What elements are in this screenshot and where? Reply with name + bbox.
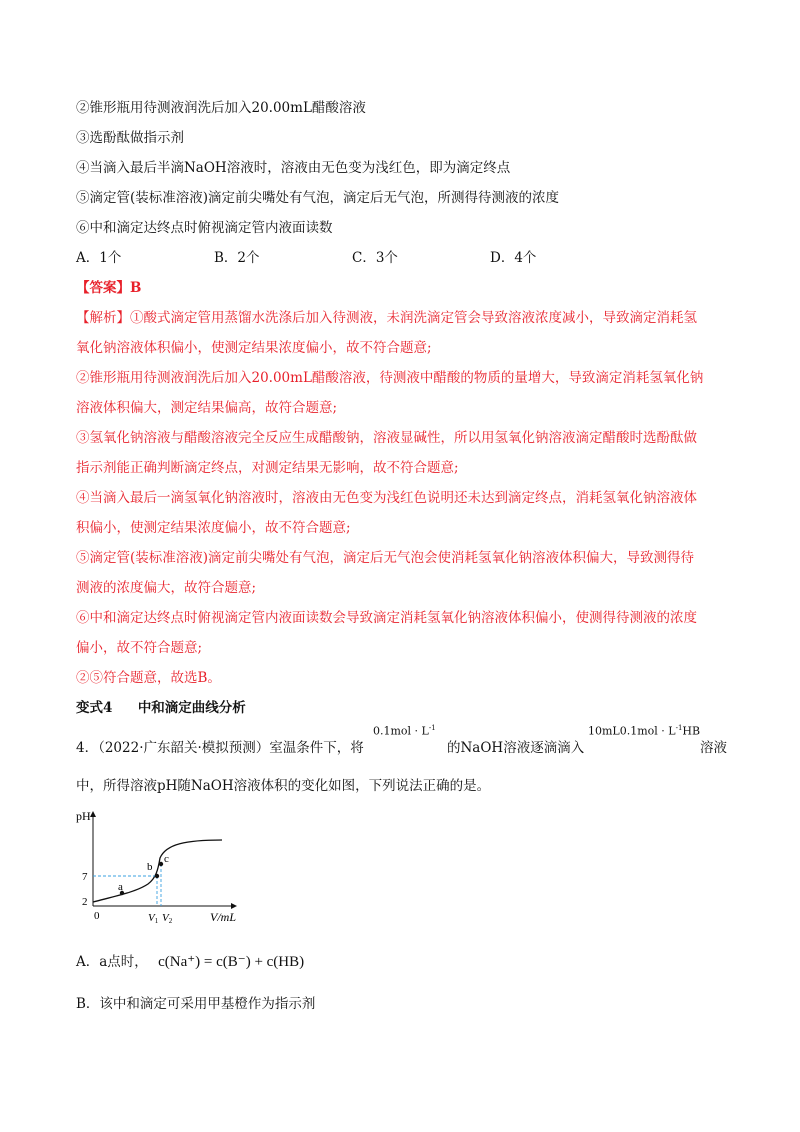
section-title: 中和滴定曲线分析 xyxy=(137,700,246,716)
answer: 【答案】B xyxy=(76,280,142,296)
question-4-concentration: $0.1mol \cdot L^{-1}$ xyxy=(373,724,436,738)
point-b-label: b xyxy=(147,861,153,873)
analysis-line-1: 【解析】①酸式滴定管用蒸馏水洗涤后加入待测液，未润洗滴定管会导致溶液浓度减小，导致滴定消耗氢 xyxy=(76,310,697,326)
analysis-line-11: ⑥中和滴定达终点时俯视滴定管内液面读数会导致滴定消耗氢氧化钠溶液体积偏小，使测得待测液的浓度 xyxy=(76,610,697,626)
tick-2: 2 xyxy=(82,896,88,908)
titration-curve xyxy=(93,840,222,902)
item-4: ④当滴入最后半滴NaOH溶液时，溶液由无色变为浅红色，即为滴定终点 xyxy=(76,160,511,176)
analysis-line-7: ④当滴入最后一滴氢氧化钠溶液时，溶液由无色变为浅红色说明还未达到滴定终点，消耗氢氧化钠溶液体 xyxy=(76,490,697,506)
section-label: 变式4 xyxy=(76,700,113,716)
analysis-line-4: 溶液体积偏大，测定结果偏高，故符合题意; xyxy=(76,400,338,416)
item-5: ⑤滴定管(装标准溶液)滴定前尖嘴处有气泡，滴定后无气泡，所测得待测液的浓度 xyxy=(76,190,560,206)
analysis-line-5: ③氢氧化钠溶液与醋酸溶液完全反应生成醋酸钠，溶液显碱性，所以用氢氧化钠溶液滴定醋酸时选酚酞做 xyxy=(76,430,697,446)
analysis-line-6: 指示剂能正确判断滴定终点，对测定结果无影响，故不符合题意; xyxy=(76,460,459,476)
titration-graph xyxy=(76,808,276,933)
v2-label: V2 xyxy=(162,912,173,925)
analysis-line-10: 测液的浓度偏大，故符合题意; xyxy=(76,580,257,596)
option-d: D．4个 xyxy=(490,250,537,266)
analysis-line-8: 积偏小，使测定结果浓度偏小，故不符合题意; xyxy=(76,520,351,536)
option-a-formula: c(Na⁺) = c(B⁻) + c(HB) xyxy=(158,954,305,970)
analysis-line-13: ②⑤符合题意，故选B。 xyxy=(76,670,221,686)
v1-label: V1 xyxy=(148,912,159,925)
question-4-prefix: 4．（2022·广东韶关·模拟预测）室温条件下，将 xyxy=(76,740,364,756)
question-4-solution: $10mL0.1mol \cdot L^{-1}HB$ xyxy=(588,724,701,738)
option-b-line: B．该中和滴定可采用甲基橙作为指示剂 xyxy=(76,996,316,1012)
option-a-prefix: A．a点时， xyxy=(76,954,148,970)
tick-7: 7 xyxy=(82,871,88,883)
point-c-label: c xyxy=(164,853,169,865)
item-6: ⑥中和滴定达终点时俯视滴定管内液面读数 xyxy=(76,220,333,236)
point-b xyxy=(155,874,159,878)
question-4-line-2: 中，所得溶液pH随NaOH溶液体积的变化如图，下列说法正确的是。 xyxy=(76,778,491,794)
analysis-line-12: 偏小，故不符合题意; xyxy=(76,640,203,656)
analysis-line-3: ②锥形瓶用待测液润洗后加入20.00mL醋酸溶液，待测液中醋酸的物质的量增大，导致滴定消耗氢氧化钠 xyxy=(76,370,704,386)
option-b: B．2个 xyxy=(214,250,260,266)
question-4-mid: 的NaOH溶液逐滴滴入 xyxy=(447,740,585,756)
y-axis-label: pH xyxy=(76,809,91,823)
point-a-label: a xyxy=(118,881,123,893)
section-heading xyxy=(76,698,246,718)
item-3: ③选酚酞做指示剂 xyxy=(76,130,184,146)
origin-label: 0 xyxy=(94,910,100,922)
item-2: ②锥形瓶用待测液润洗后加入20.00mL醋酸溶液 xyxy=(76,100,366,116)
option-c: C．3个 xyxy=(352,250,398,266)
x-axis-label: V/mL xyxy=(210,910,237,924)
option-a-line xyxy=(76,952,304,972)
analysis-line-2: 氧化钠溶液体积偏小，使测定结果浓度偏小，故不符合题意; xyxy=(76,340,432,356)
question-4-tail: 溶液 xyxy=(700,740,727,756)
analysis-line-9: ⑤滴定管(装标准溶液)滴定前尖嘴处有气泡，滴定后无气泡会使消耗氢氧化钠溶液体积偏大，导致测得待 xyxy=(76,550,695,566)
option-a: A．1个 xyxy=(76,250,122,266)
point-c xyxy=(159,862,163,866)
